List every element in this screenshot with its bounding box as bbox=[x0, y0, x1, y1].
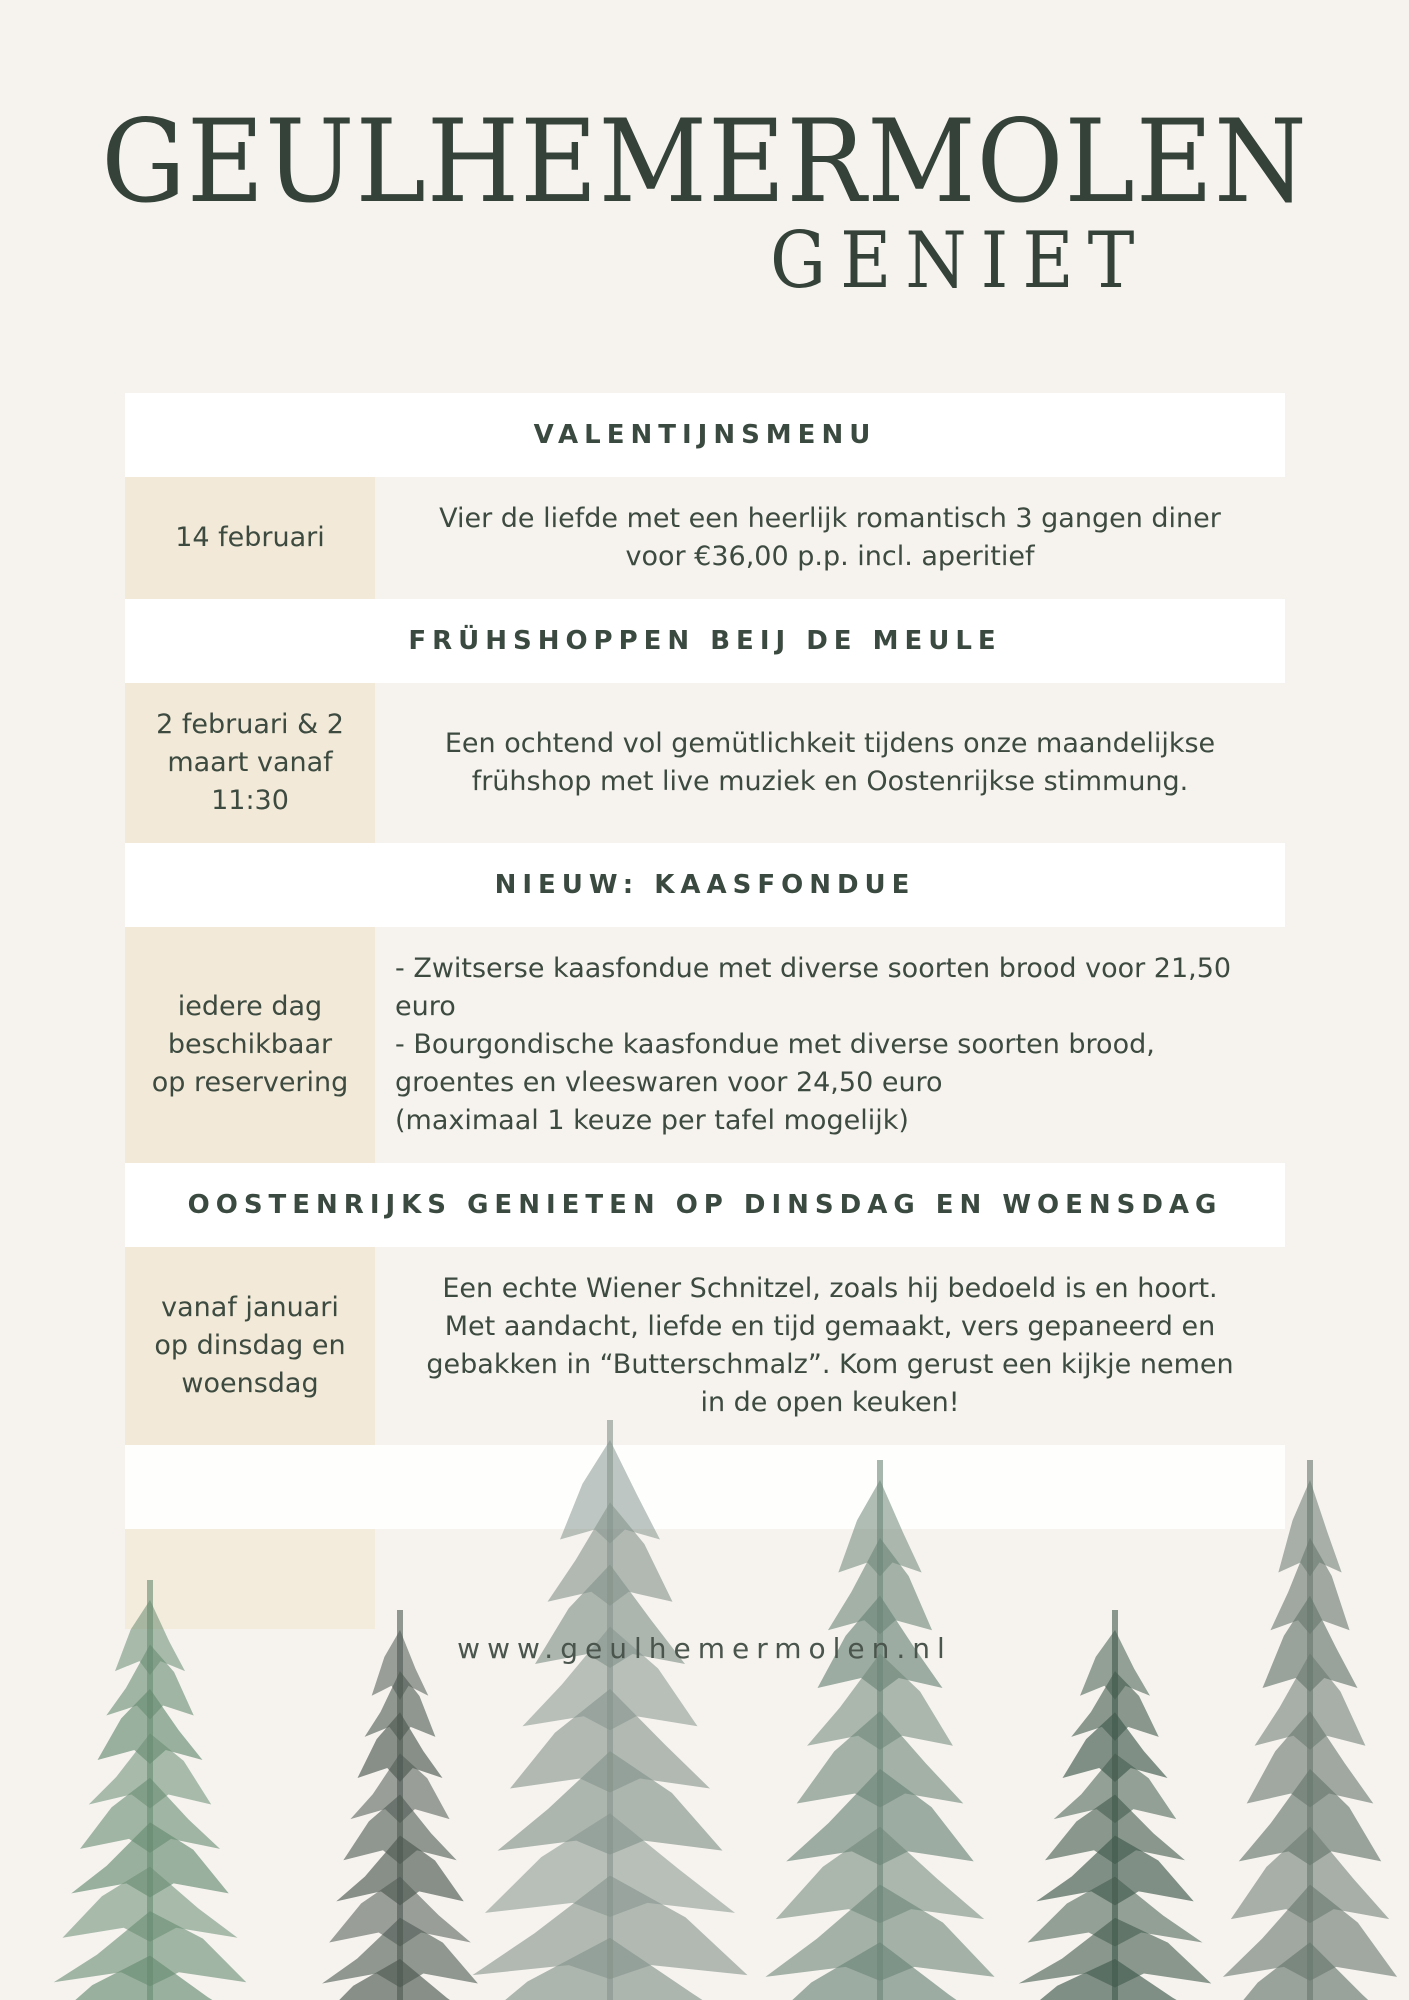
pine-tree-6 bbox=[1215, 1460, 1405, 2000]
date-text: iedere dag beschikbaar op reservering bbox=[151, 991, 349, 1098]
description-text: Een ochtend vol gemütlichkeit tijdens onze maandelijkse frühshop met live muziek en Oostenrijkse stimmung. bbox=[444, 728, 1216, 797]
date-text: 2 februari & 2 maart vanaf 11:30 bbox=[156, 709, 344, 816]
pine-tree-5 bbox=[1010, 1610, 1220, 2000]
page-subtitle: GENIET bbox=[770, 216, 1149, 306]
description-text: - Zwitserse kaasfondue met diverse soorten brood voor 21,50 euro - Bourgondische kaasfondue met diverse soorten brood, groentes en vleeswaren voor 24,50 euro (maximaal 1 keuze per tafel mogelijk) bbox=[395, 953, 1232, 1136]
description-text: Een echte Wiener Schnitzel, zoals hij bedoeld is en hoort. Met aandacht, liefde en tijd gemaakt, vers gepaneerd en gebakken in “Butterschmalz”. Kom gerust een kijkje nemen in de open keuken! bbox=[426, 1273, 1234, 1418]
section-heading-valentijn: VALENTIJNSMENU bbox=[125, 393, 1285, 477]
date-cell bbox=[125, 1247, 375, 1445]
pine-tree-2 bbox=[315, 1610, 485, 2000]
date-cell bbox=[125, 927, 375, 1163]
description-cell bbox=[375, 1247, 1285, 1445]
section-heading-fruhshoppen: FRÜHSHOPPEN BEIJ DE MEULE bbox=[125, 599, 1285, 683]
website-link[interactable]: www.geulhemermolen.nl bbox=[457, 1632, 952, 1665]
date-cell bbox=[125, 683, 375, 843]
section-heading-kaasfondue: NIEUW: KAASFONDUE bbox=[125, 843, 1285, 927]
section-row-oostenrijks bbox=[125, 1247, 1285, 1445]
section-row-fruhshoppen bbox=[125, 683, 1285, 843]
description-text: Vier de liefde met een heerlijk romantisch 3 gangen diner voor €36,00 p.p. incl. aperitief bbox=[439, 503, 1221, 572]
description-cell bbox=[375, 927, 1285, 1163]
date-text: vanaf januari op dinsdag en woensdag bbox=[154, 1292, 346, 1399]
page-title: GEULHEMERMOLEN bbox=[101, 95, 1308, 228]
date-cell bbox=[125, 477, 375, 599]
description-cell bbox=[375, 683, 1285, 843]
section-row-kaasfondue bbox=[125, 927, 1285, 1163]
description-cell bbox=[375, 477, 1285, 599]
date-text: 14 februari bbox=[175, 522, 325, 553]
pine-tree-4 bbox=[755, 1460, 1005, 2000]
pine-tree-3 bbox=[460, 1420, 760, 2000]
pine-trees-icon bbox=[0, 1420, 1409, 2000]
section-heading-oostenrijks: OOSTENRIJKS GENIETEN OP DINSDAG EN WOENSDAG bbox=[125, 1163, 1285, 1247]
section-row-valentijn bbox=[125, 477, 1285, 599]
